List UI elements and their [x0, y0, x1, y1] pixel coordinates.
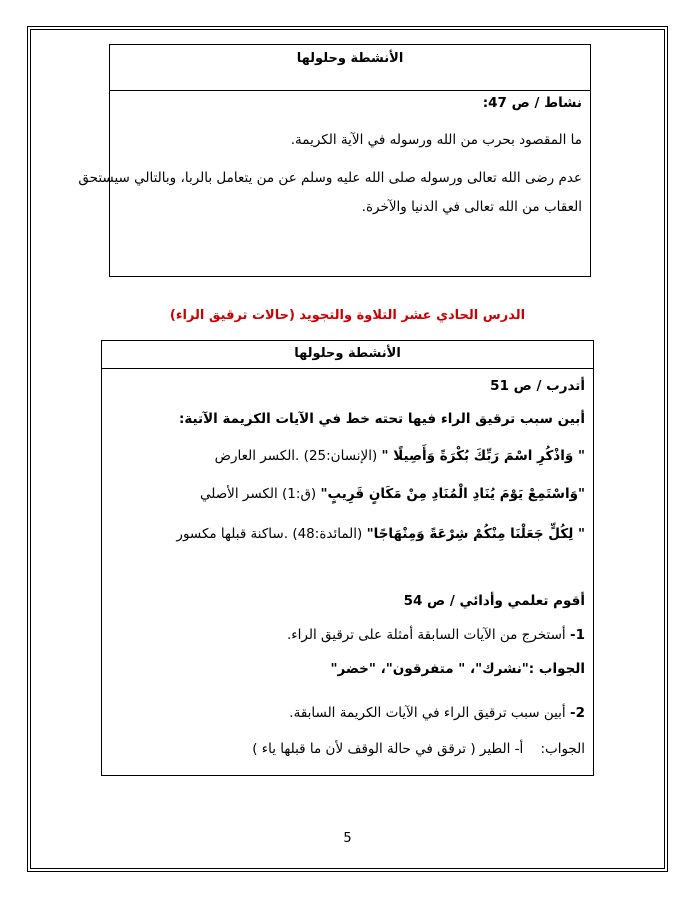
answer-label: الجواب:	[540, 741, 585, 757]
verse-quote: " وَاذْكُرِ اسْمَ رَبِّكَ بُكْرَةً وَأَصِيلًا "	[381, 448, 585, 464]
activity-answer-line-2: العقاب من الله تعالى في الدنيا والآخرة.	[361, 199, 582, 215]
question-2	[110, 705, 585, 721]
verse-row	[110, 448, 585, 464]
verse-quote: "وَاسْتَمِعْ يَوْمَ يُنَادِ الْمُنَادِ مِنْ مَكَانٍ قَرِيبٍ"	[320, 486, 585, 502]
answer-1: الجواب :"نشرك"، " متفرقون"، "خضر"	[330, 661, 585, 677]
verse-reason: .الكسر العارض	[214, 448, 300, 464]
activity-heading: نشاط / ص 47:	[482, 95, 582, 111]
answer-text: أ- الطير ( ترقق في حالة الوقف لأن ما قبلها ياء )	[252, 741, 524, 757]
exercise-heading: أتدرب / ص 51	[490, 378, 585, 394]
verse-reference: (ق:1)	[282, 486, 317, 502]
activities-table-1	[78, 44, 591, 277]
verse-reason: .ساكنة قبلها مكسور	[176, 526, 289, 542]
verse-row	[110, 526, 585, 542]
verse-reference: (المائدة:48)	[292, 526, 363, 542]
assessment-heading: أقوم تعلمي وأدائي / ص 54	[403, 593, 585, 609]
question-text: أبين سبب ترقيق الراء في الآيات الكريمة السابقة.	[289, 705, 566, 721]
activity-answer-line-1: عدم رضى الله تعالى ورسوله صلى الله عليه وسلم عن من يتعامل بالربا، وبالتالي سيستحق	[78, 170, 582, 186]
lesson-title: الدرس الحادي عشر التلاوة والتجويد (حالات ترقيق الراء)	[169, 308, 526, 323]
answer-2	[110, 741, 585, 757]
exercise-instruction: أبين سبب ترقيق الراء فيها تحته خط في الآيات الكريمة الآتية:	[178, 411, 585, 427]
page-number: 5	[343, 831, 352, 846]
activities-table-2	[101, 340, 594, 776]
question-number: 1-	[569, 627, 585, 643]
question-number: 2-	[569, 705, 585, 721]
table-header: الأنشطة وحلولها	[110, 45, 590, 91]
verse-quote: " لِكُلٍّ جَعَلْنَا مِنْكُمْ شِرْعَةً وَمِنْهَاجًا"	[366, 526, 585, 542]
activity-question: ما المقصود بحرب من الله ورسوله في الآية الكريمة.	[290, 132, 582, 148]
verse-row	[110, 486, 585, 502]
question-1	[110, 627, 585, 643]
verse-reference: (الإنسان:25)	[303, 448, 378, 464]
verse-reason: الكسر الأصلي	[199, 486, 278, 502]
question-text: أستخرج من الآيات السابقة أمثلة على ترقيق الراء.	[287, 627, 566, 643]
table-header: الأنشطة وحلولها	[102, 341, 593, 369]
